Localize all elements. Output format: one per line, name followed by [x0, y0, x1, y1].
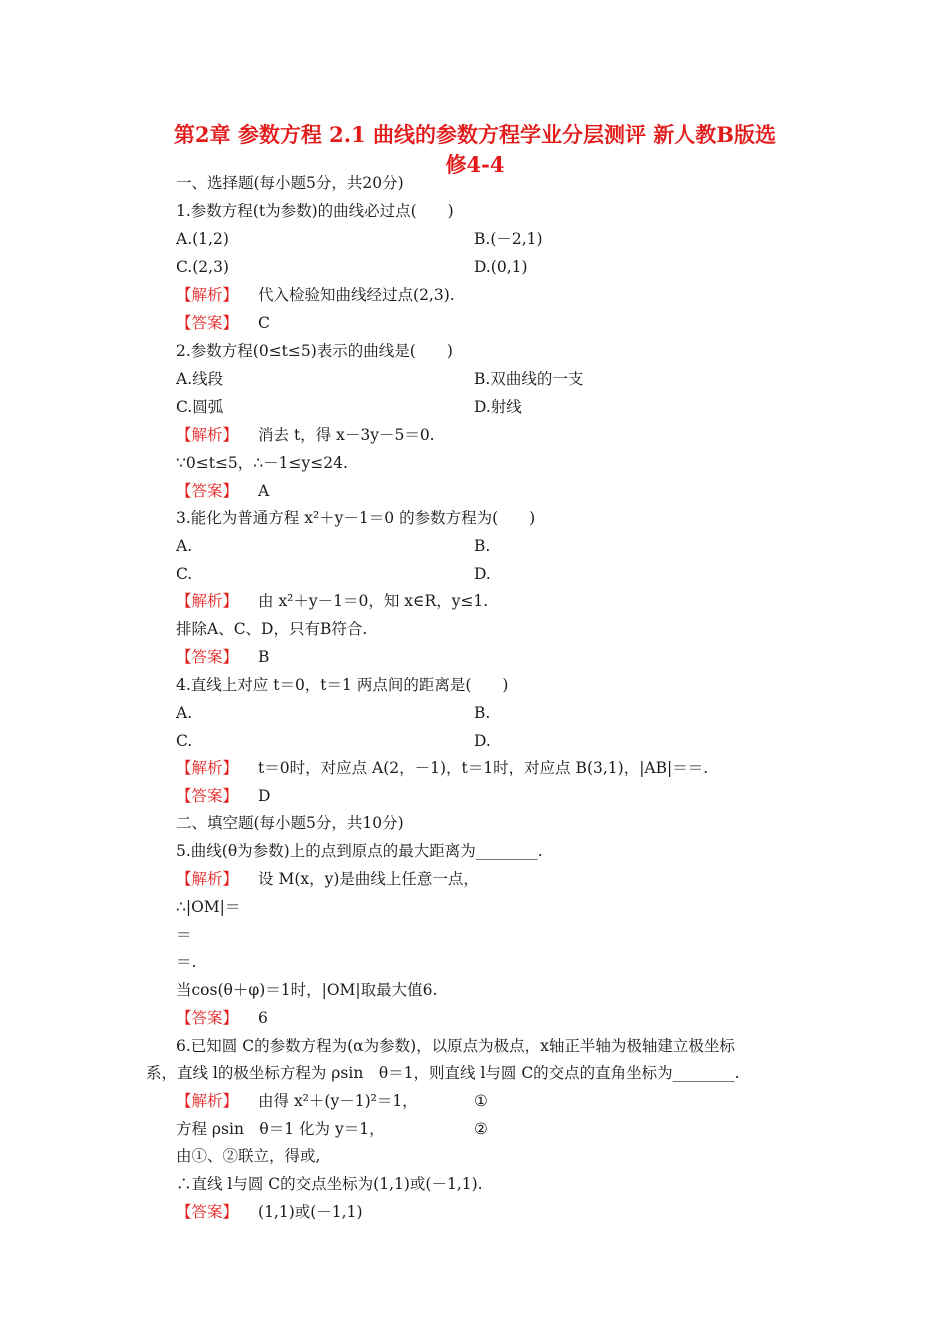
q1-option-c: C.(2,3) [176, 258, 229, 276]
answer-label: 【答案】 [176, 482, 239, 500]
answer-label: 【答案】 [176, 1203, 239, 1221]
q4-analysis [176, 757, 708, 779]
q2-answer [176, 480, 269, 502]
q5-analysis-line-5: 当cos(θ＋φ)＝1时，|OM|取最大值6. [176, 981, 438, 999]
analysis-label: 【解析】 [176, 870, 239, 888]
q6-stem-line-1: 6.已知圆 C的参数方程为(α为参数)，以原点为极点，x轴正半轴为极轴建立极坐标 [176, 1037, 735, 1055]
q2-analysis-line-2: ∵0≤t≤5，∴－1≤y≤24. [176, 454, 348, 472]
q1-analysis [176, 284, 455, 306]
analysis-label: 【解析】 [176, 1092, 239, 1110]
q4-option-b: B. [474, 704, 491, 722]
q5-analysis-line-3: ＝ [176, 926, 192, 944]
q2-stem: 2.参数方程(0≤t≤5)表示的曲线是( ) [176, 342, 453, 360]
q3-answer-text: B [258, 648, 270, 666]
q4-stem: 4.直线上对应 t＝0，t＝1 两点间的距离是( ) [176, 676, 509, 694]
q2-option-d: D.射线 [474, 398, 522, 416]
q2-option-b: B.双曲线的一支 [474, 370, 584, 388]
q6-analysis-text: 由得 x²＋(y－1)²＝1， [258, 1092, 418, 1110]
analysis-label: 【解析】 [176, 426, 239, 444]
q1-option-a: A.(1,2) [176, 230, 229, 248]
q6-answer [176, 1201, 363, 1223]
q5-stem: 5.曲线(θ为参数)上的点到原点的最大距离为________. [176, 842, 543, 860]
q1-answer [176, 312, 270, 334]
q6-analysis-line-2: 方程 ρsin θ＝1 化为 y＝1， [176, 1120, 385, 1138]
q3-stem: 3.能化为普通方程 x²＋y－1＝0 的参数方程为( ) [176, 509, 536, 527]
q3-analysis [176, 590, 488, 612]
q6-equation-mark-2: ② [474, 1120, 488, 1138]
q3-option-a: A. [176, 537, 193, 555]
answer-label: 【答案】 [176, 1009, 239, 1027]
q4-answer [176, 785, 270, 807]
q3-analysis-line-2: 排除A、C、D，只有B符合. [176, 620, 368, 638]
q1-analysis-text: 代入检验知曲线经过点(2,3). [258, 286, 455, 304]
q4-answer-text: D [258, 787, 271, 805]
section-heading-fill: 二、填空题(每小题5分，共10分) [176, 814, 404, 832]
q6-answer-text: (1,1)或(－1,1) [258, 1203, 363, 1221]
q4-option-a: A. [176, 704, 193, 722]
q3-option-b: B. [474, 537, 491, 555]
q5-answer-text: 6 [258, 1009, 268, 1027]
document-title [120, 120, 830, 180]
q6-analysis-line-4: ∴直线 l与圆 C的交点坐标为(1,1)或(－1,1). [176, 1175, 483, 1193]
q2-option-a: A.线段 [176, 370, 224, 388]
q2-answer-text: A [258, 482, 270, 500]
analysis-label: 【解析】 [176, 759, 239, 777]
q5-analysis [176, 868, 479, 890]
q2-analysis-text: 消去 t，得 x－3y－5＝0. [258, 426, 435, 444]
q6-analysis [176, 1090, 418, 1112]
q4-option-d: D. [474, 732, 491, 750]
q1-answer-text: C [258, 314, 270, 332]
q1-option-d: D.(0,1) [474, 258, 528, 276]
q1-stem: 1.参数方程(t为参数)的曲线必过点( ) [176, 202, 454, 220]
answer-label: 【答案】 [176, 314, 239, 332]
q6-equation-mark-1: ① [474, 1092, 488, 1110]
q4-analysis-text: t＝0时，对应点 A(2，－1)，t＝1时，对应点 B(3,1)，|AB|＝＝. [258, 759, 709, 777]
analysis-label: 【解析】 [176, 286, 239, 304]
title-line-2: 修4-4 [445, 152, 505, 177]
q3-option-c: C. [176, 565, 193, 583]
q3-option-d: D. [474, 565, 491, 583]
q6-analysis-line-3: 由①、②联立，得或, [176, 1147, 321, 1165]
q5-analysis-line-4: ＝. [176, 953, 197, 971]
analysis-label: 【解析】 [176, 592, 239, 610]
q3-analysis-text: 由 x²＋y－1＝0，知 x∈R，y≤1. [258, 592, 489, 610]
title-line-1: 第2章 参数方程 2.1 曲线的参数方程学业分层测评 新人教B版选 [173, 122, 777, 147]
q5-analysis-text: 设 M(x，y)是曲线上任意一点， [258, 870, 479, 888]
q5-answer [176, 1007, 268, 1029]
q4-option-c: C. [176, 732, 193, 750]
q2-analysis [176, 424, 435, 446]
q5-analysis-line-2: ∴|OM|＝ [176, 898, 241, 916]
q1-option-b: B.(－2,1) [474, 230, 543, 248]
section-heading-choice: 一、选择题(每小题5分，共20分) [176, 174, 404, 192]
answer-label: 【答案】 [176, 648, 239, 666]
q2-option-c: C.圆弧 [176, 398, 224, 416]
answer-label: 【答案】 [176, 787, 239, 805]
q6-stem-line-2: 系，直线 l的极坐标方程为 ρsin θ＝1，则直线 l与圆 C的交点的直角坐标为________. [146, 1064, 740, 1082]
q3-answer [176, 646, 269, 668]
